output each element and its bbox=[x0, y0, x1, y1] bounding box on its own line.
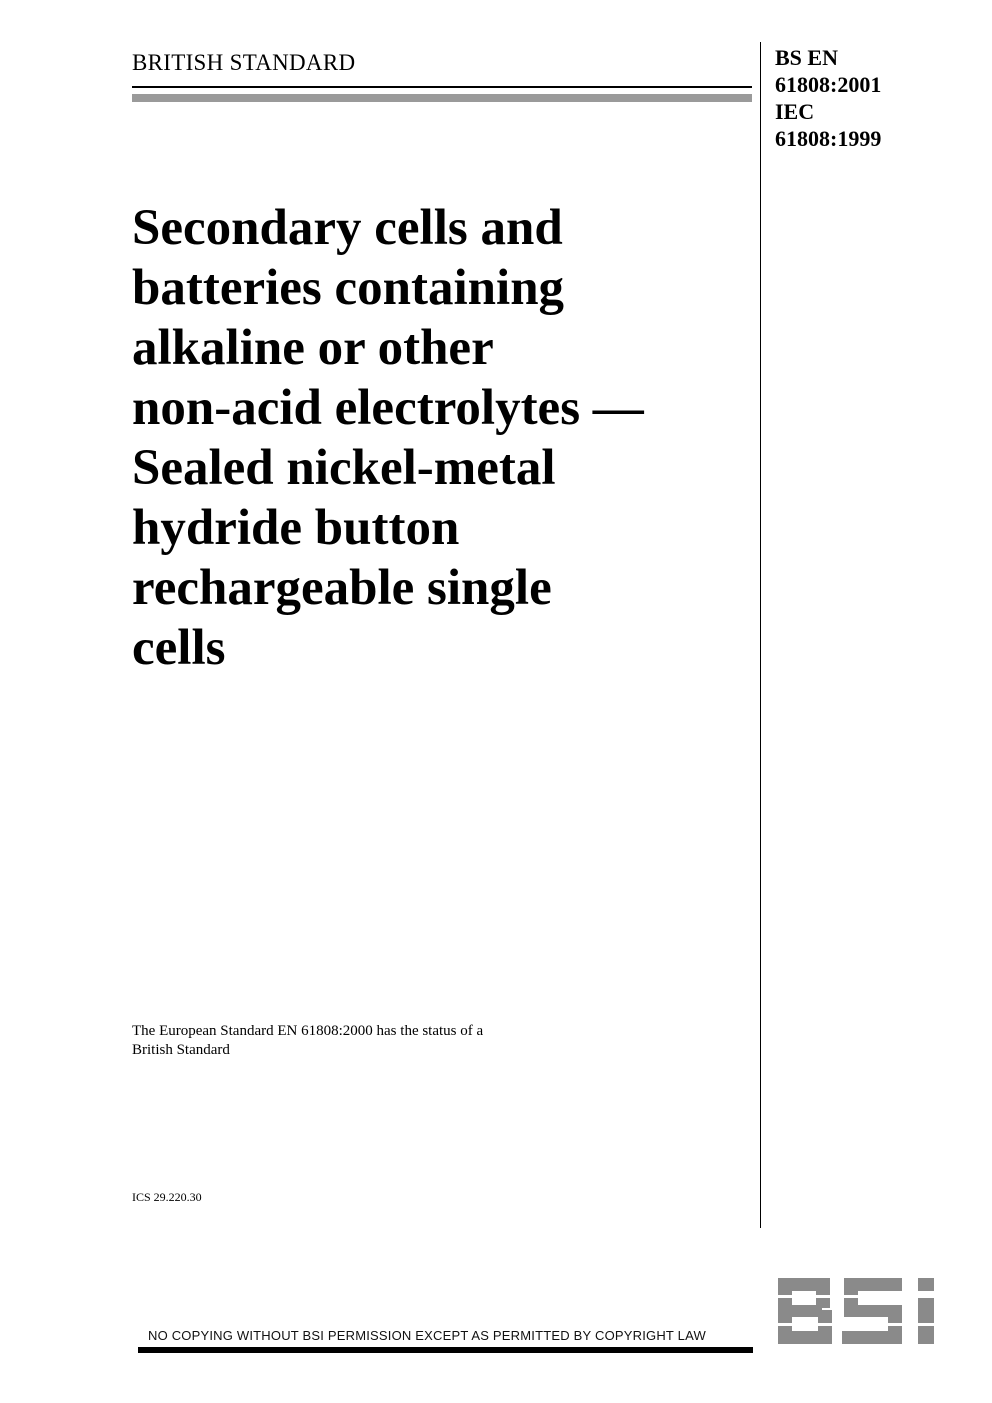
footer-bar bbox=[138, 1347, 753, 1353]
header-rule-thin bbox=[132, 86, 752, 88]
header-label: BRITISH STANDARD bbox=[132, 50, 356, 75]
copyright-notice: NO COPYING WITHOUT BSI PERMISSION EXCEPT AS PERMITTED BY COPYRIGHT LAW bbox=[148, 1328, 706, 1343]
title-line: hydride button bbox=[132, 500, 460, 556]
status-note bbox=[132, 1022, 483, 1060]
title-line: alkaline or other bbox=[132, 320, 494, 376]
standard-number-line: IEC bbox=[775, 99, 815, 124]
title-line: cells bbox=[132, 620, 226, 676]
standard-number-line: BS EN bbox=[775, 45, 838, 70]
title-line: non-acid electrolytes — bbox=[132, 380, 644, 436]
title-line: Sealed nickel-metal bbox=[132, 440, 556, 496]
document-title bbox=[132, 198, 757, 678]
title-line: Secondary cells and bbox=[132, 200, 563, 256]
status-note-line: British Standard bbox=[132, 1042, 230, 1058]
vertical-divider bbox=[760, 42, 761, 1228]
standard-number-line: 61808:1999 bbox=[775, 126, 882, 151]
standard-numbers bbox=[775, 44, 881, 152]
ics-code: ICS 29.220.30 bbox=[132, 1190, 202, 1204]
status-note-line: The European Standard EN 61808:2000 has the status of a bbox=[132, 1023, 484, 1039]
bsi-logo bbox=[778, 1276, 956, 1346]
title-line: batteries containing bbox=[132, 260, 565, 316]
title-line: rechargeable single bbox=[132, 560, 552, 616]
standard-number-line: 61808:2001 bbox=[775, 72, 882, 97]
header-rule-thick bbox=[132, 94, 752, 102]
